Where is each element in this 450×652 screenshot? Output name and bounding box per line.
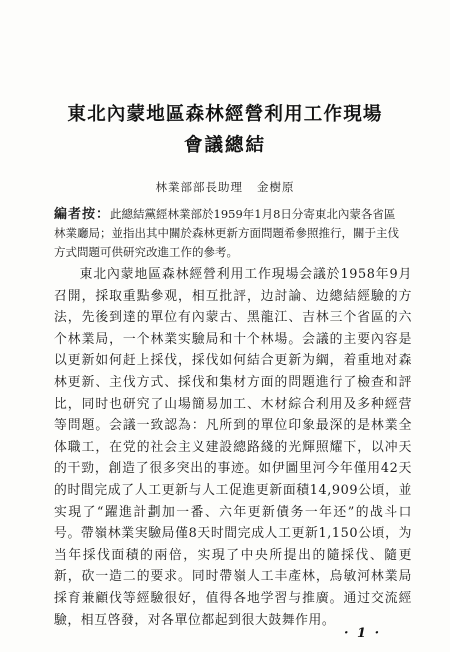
body-paragraph: 東北內蒙地區森林經營利用工作現場会議於1958年9月召開，採取重點參观，相互批評，边討論、边總結經驗的方法，先後到達的單位有內蒙古、黑龍江、吉林三个省區的六个林業局，一个林業实驗局和十个林場。会議的主要內容是以更新如何赶上採伐，採伐如何結合更新为綱，着重地对森林更新、主伐方式、採伐和集材方面的問題進行了檢查和評比，同时也研究了山場簡易加工、木材綜合利用及多种經营等問題。会議一致認為：凡所到的單位印象最深的是林業全体職工，在党的社会主义建設總路綫的光輝照耀下，以冲天的干勁，創造了很多突出的事迹。如伊圖里河今年僅用42天的时間完成了人工更新与人工促進更新面積14,909公頃，並实現了“躍進計劃加一番、六年更新債务一年还”的战斗口号。帶嶺林業実驗局僅8天时間完成人工更新1,150公頃，为当年採伐面積的兩倍，实現了中央所提出的隨採伐、隨更新，砍一造二的要求。同时帶嶺人工丰產林，烏敏河林業局採育兼顧伐等經驗很好，值得各地学習与推廣。通过交流經驗，相互啓發，对各單位都起到很大鼓舞作用。	[54, 267, 412, 628]
page-number: · 1 ·	[344, 626, 382, 641]
document-title-line-2: 會議總結	[183, 135, 266, 156]
author-name: 金樹原	[257, 180, 295, 194]
editor-note	[54, 205, 406, 262]
author-line	[0, 179, 450, 195]
editor-note-label: 編者按：	[54, 207, 111, 222]
body-text	[54, 264, 412, 631]
document-title-line-1: 東北內蒙地區森林經營利用工作現場	[67, 104, 383, 125]
editor-note-text: 此總結黨經林業部於1959年1月8日分寄東北內蒙各省區林業廳局；並指出其中關於森林更新方面問題希參照推行，關于主伐方式問題可供研究改進工作的參考。	[54, 207, 399, 259]
author-role: 林業部部長助理	[155, 180, 243, 194]
